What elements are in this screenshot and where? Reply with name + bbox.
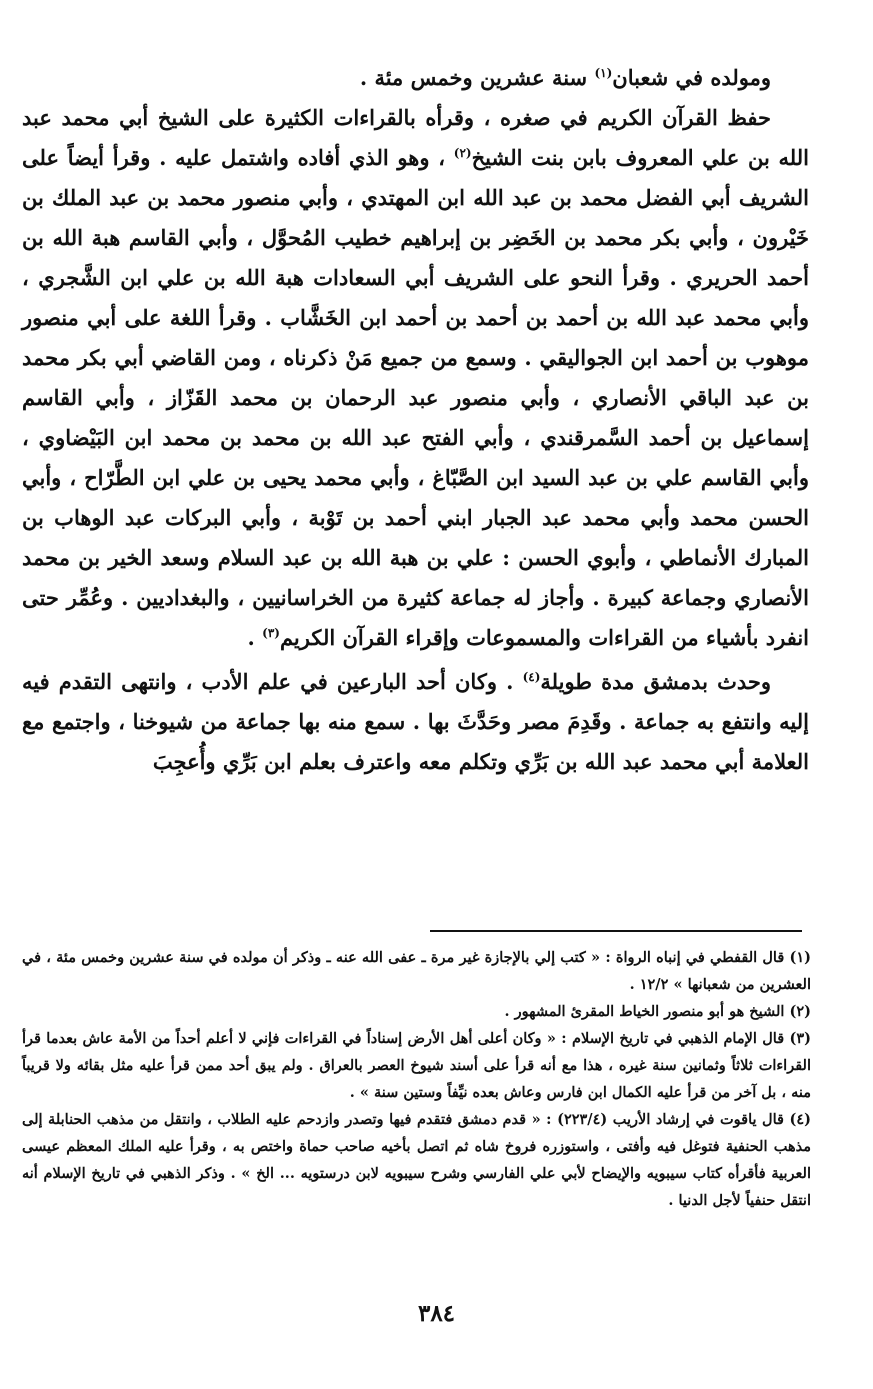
paragraph-birth	[22, 58, 809, 98]
page-number: ٣٨٤	[417, 1300, 456, 1327]
paragraph-text: سنة عشرين وخمس مئة .	[359, 65, 595, 90]
main-text	[22, 58, 809, 782]
footnote-ref-3: (٣)	[262, 626, 280, 640]
paragraph-text: . وكان أحد البارعين في علم الأدب ، وانتهى التقدم فيه إليه وانتفع به جماعة . وقَدِمَ مصر وحَدَّثَ بها . سمع منه بها جماعة من شيوخنا ، واجتمع مع العلامة أبي محمد عبد الله بن بَرِّي وتكلم معه واعترف بعلم ابن بَرِّي وأُعجِبَ	[22, 669, 809, 774]
paragraph-text: وحدث بدمشق مدة طويلة	[540, 669, 771, 694]
footnote-4: (٤) قال ياقوت في إرشاد الأريب (٢٢٣/٤) : « قدم دمشق فتقدم فيها وتصدر وازدحم عليه الطلاب ، وانتقل من مذهب الحنابلة إلى مذهب الحنفية فتوغل فيه وأفتى ، واستوزره فروخ شاه ثم اتصل بأخيه صاحب حماة واختص به ، وقرأ عليه الملك المعظم عيسى العربية فأقرأه كتاب سيبويه والإيضاح لأبي علي الفارسي وشرح سيبويه لابن درستويه ... الخ » . وذكر الذهبي في تاريخ الإسلام أنه انتقل حنفياً لأجل الدنيا .	[22, 1111, 811, 1209]
footnote-ref-1: (١)	[594, 66, 613, 80]
footnote-1: (١) قال القفطي في إنباه الرواة : « كتب إلي بالإجازة غير مرة ـ عفى الله عنه ـ وذكر أن مولده في سنة عشرين وخمس مئة ، في العشرين من شعبانها » ١٢/٢ .	[22, 949, 811, 993]
paragraph-teachers	[22, 98, 809, 658]
footnote-3: (٣) قال الإمام الذهبي في تاريخ الإسلام : « وكان أعلى أهل الأرض إسناداً في القراءات فإني لا أعلم أحداً من الأمة عاش بعدما قرأ القراءات ثلاثاً وثمانين سنة غيره ، هذا مع أنه قرأ على أسند شيوخ العصر بالعراق . ولم يبق أحد ممن قرأ عليه مثل بقائه ولا قريباً منه ، بل آخر من قرأ عليه الكمال ابن فارس وعاش بعده نيِّفاً وستين سنة » .	[22, 1030, 811, 1101]
footnote-divider	[430, 930, 802, 932]
paragraph-text: ومولده في شعبان	[612, 65, 771, 90]
footnote-ref-2: (٢)	[453, 146, 472, 160]
footnote-ref-4: (٤)	[522, 670, 541, 684]
footnotes	[22, 944, 811, 1214]
paragraph-text: ، وهو الذي أفاده واشتمل عليه . وقرأ أيضاً على الشريف أبي الفضل محمد بن عبد الله ابن المهتدي ، وأبي منصور محمد بن عبد الملك بن خَيْرون ، وأبي بكر محمد بن الخَضِر بن إبراهيم خطيب المُحوَّل ، وأبي القاسم هبة الله بن أحمد الحريري . وقرأ النحو على الشريف أبي السعادات هبة الله بن علي ابن الشَّجري ، وأبي محمد عبد الله بن أحمد بن أحمد بن أحمد ابن الخَشَّاب . وقرأ اللغة على أبي منصور موهوب بن أحمد ابن الجواليقي . وسمع من جميع مَنْ ذكرناه ، ومن القاضي أبي بكر محمد بن عبد الباقي الأنصاري ، وأبي منصور عبد الرحمان بن محمد القَزّاز ، وأبي القاسم إسماعيل بن أحمد السَّمرقندي ، وأبي الفتح عبد الله بن محمد بن محمد ابن البَيْضاوي ، وأبي القاسم علي بن عبد السيد ابن الصَّبّاغ ، وأبي محمد يحيى بن علي ابن الطَّرّاح ، وأبي الحسن محمد وأبي محمد عبد الجبار ابني أحمد بن تَوْبة ، وأبي البركات عبد الوهاب بن المبارك الأنماطي ، وأبوي الحسن : علي بن هبة الله بن عبد السلام وسعد الخير بن محمد الأنصاري وجماعة كبيرة . وأجاز له جماعة كثيرة من الخراسانيين ، والبغداديين . وعُمِّر حتى انفرد بأشياء من القراءات والمسموعات وإقراء القرآن الكريم	[22, 145, 809, 650]
paragraph-text: حفظ القرآن الكريم في صغره ، وقرأه بالقراءات الكثيرة على الشيخ أبي محمد عبد الله بن علي المعروف بابن بنت الشيخ	[22, 105, 809, 170]
paragraph-text: .	[247, 625, 263, 650]
footnote-2: (٢) الشيخ هو أبو منصور الخياط المقرئ المشهور .	[504, 1003, 811, 1020]
paragraph-damascus	[22, 662, 809, 782]
